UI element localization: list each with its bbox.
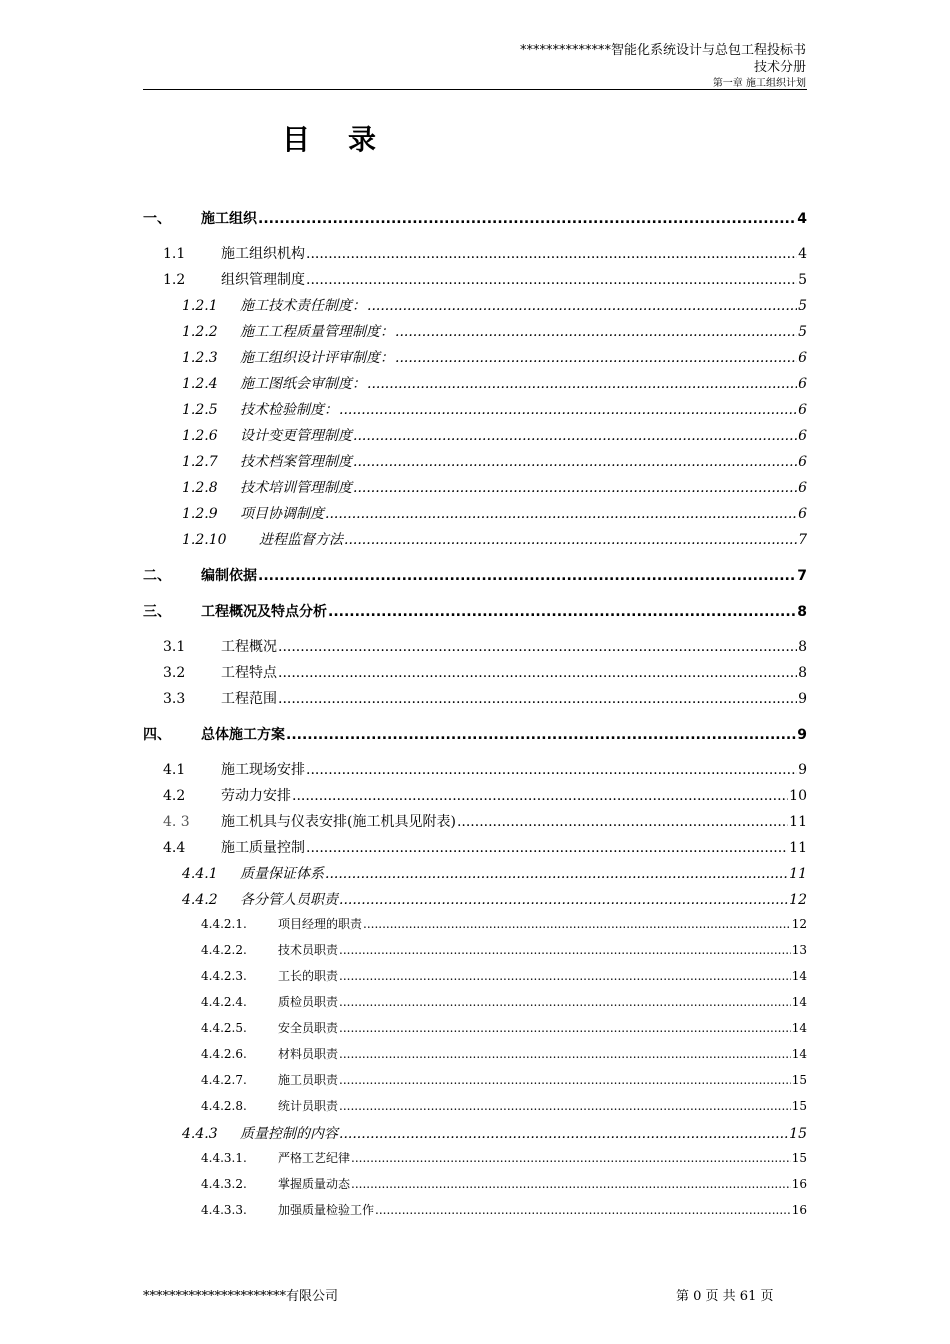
toc-entry[interactable] bbox=[143, 759, 807, 779]
toc-dot-leader bbox=[375, 1203, 791, 1217]
toc-entry[interactable] bbox=[143, 785, 807, 805]
toc-entry[interactable] bbox=[143, 724, 807, 744]
toc-entry-page: 14 bbox=[791, 995, 807, 1009]
toc-entry-number: 1.2 bbox=[163, 272, 186, 288]
toc-entry-title: 技术培训管理制度 bbox=[240, 480, 352, 496]
toc-dot-leader bbox=[306, 246, 797, 262]
toc-entry[interactable] bbox=[143, 1123, 807, 1143]
toc-entry-number: 三、 bbox=[143, 604, 171, 620]
toc-entry-title: 施工质量控制 bbox=[221, 840, 305, 856]
toc-entry-page: 7 bbox=[798, 532, 807, 548]
toc-entry-page: 4 bbox=[797, 211, 807, 227]
toc-dot-leader bbox=[344, 532, 797, 548]
toc-entry-title: 统计员职责 bbox=[278, 1099, 339, 1113]
toc-entry-number: 1.2.5 bbox=[182, 402, 218, 418]
toc-entry[interactable] bbox=[143, 243, 807, 263]
toc-entry-number: 4.4.2.2. bbox=[201, 943, 247, 957]
toc-entry-page: 11 bbox=[789, 866, 807, 882]
toc-dot-leader bbox=[278, 639, 797, 655]
toc-entry-number: 二、 bbox=[143, 568, 171, 584]
toc-entry-page: 12 bbox=[791, 917, 807, 931]
toc-dot-leader bbox=[339, 1073, 791, 1087]
toc-entry-number: 4.4 bbox=[163, 840, 186, 856]
toc-entry-number: 4.4.2.1. bbox=[201, 917, 247, 931]
toc-entry-title: 施工机具与仪表安排(施工机具见附表) bbox=[221, 814, 456, 830]
toc-entry-title: 工程概况及特点分析 bbox=[201, 604, 327, 620]
toc-entry[interactable] bbox=[143, 967, 807, 984]
toc-dot-leader bbox=[367, 376, 797, 392]
toc-dot-leader bbox=[306, 840, 788, 856]
toc-entry[interactable] bbox=[143, 662, 807, 682]
toc-entry-page: 6 bbox=[798, 480, 807, 496]
toc-entry[interactable] bbox=[143, 503, 807, 523]
toc-entry-page: 6 bbox=[798, 454, 807, 470]
toc-entry-number: 1.2.1 bbox=[182, 298, 218, 314]
toc-dot-leader bbox=[353, 454, 797, 470]
toc-entry-number: 4.4.3.2. bbox=[201, 1177, 247, 1191]
toc-entry-title: 项目经理的职责 bbox=[278, 917, 363, 931]
footer-company: **********************有限公司 bbox=[143, 1289, 339, 1304]
toc-dot-leader bbox=[339, 969, 791, 983]
toc-entry-page: 14 bbox=[791, 1021, 807, 1035]
toc-entry-number: 四、 bbox=[143, 727, 171, 743]
footer-page-info: 第 0 页 共 61 页 bbox=[676, 1289, 774, 1304]
toc-entry-page: 7 bbox=[797, 568, 807, 584]
toc-dot-leader bbox=[286, 727, 796, 743]
toc-entry[interactable] bbox=[143, 863, 807, 883]
toc-entry-number: 1.2.3 bbox=[182, 350, 218, 366]
toc-dot-leader bbox=[258, 211, 796, 227]
toc-entry[interactable] bbox=[143, 373, 807, 393]
toc-entry-number: 1.2.2 bbox=[182, 324, 218, 340]
toc-entry-title: 施工组织机构 bbox=[221, 246, 305, 262]
toc-entry-number: 4. 3 bbox=[163, 814, 190, 830]
toc-entry-number: 1.2.4 bbox=[182, 376, 218, 392]
toc-entry-title: 施工图纸会审制度： bbox=[240, 376, 366, 392]
toc-dot-leader bbox=[339, 1126, 788, 1142]
header-rule bbox=[143, 89, 807, 90]
toc-dot-leader bbox=[325, 866, 788, 882]
toc-entry-number: 4.4.2.6. bbox=[201, 1047, 247, 1061]
toc-entry-title: 施工员职责 bbox=[278, 1073, 339, 1087]
toc-entry-page: 11 bbox=[789, 840, 807, 856]
toc-entry-number: 4.4.2 bbox=[182, 892, 218, 908]
toc-entry-page: 6 bbox=[798, 428, 807, 444]
toc-entry-page: 6 bbox=[798, 402, 807, 418]
toc-entry-page: 15 bbox=[791, 1151, 807, 1165]
toc-entry-page: 13 bbox=[791, 943, 807, 957]
toc-entry-number: 1.2.7 bbox=[182, 454, 218, 470]
toc-entry-title: 质量保证体系 bbox=[240, 866, 324, 882]
toc-entry[interactable] bbox=[143, 941, 807, 958]
toc-entry[interactable] bbox=[143, 601, 807, 621]
toc-entry-page: 6 bbox=[798, 350, 807, 366]
toc-dot-leader bbox=[353, 428, 797, 444]
header-chapter: 第一章 施工组织计划 bbox=[712, 78, 806, 89]
toc-entry-number: 1.2.8 bbox=[182, 480, 218, 496]
toc-dot-leader bbox=[339, 995, 791, 1009]
toc-entry-title: 项目协调制度 bbox=[240, 506, 324, 522]
toc-entry-number: 3.1 bbox=[163, 639, 186, 655]
toc-dot-leader bbox=[351, 1151, 791, 1165]
toc-entry-number: 一、 bbox=[143, 211, 171, 227]
toc-entry-number: 4.4.3 bbox=[182, 1126, 218, 1142]
toc-entry-title: 组织管理制度 bbox=[221, 272, 305, 288]
toc-dot-leader bbox=[258, 568, 796, 584]
toc-entry-title: 劳动力安排 bbox=[221, 788, 291, 804]
toc-dot-leader bbox=[339, 1099, 791, 1113]
toc-dot-leader bbox=[292, 788, 788, 804]
toc-entry-title: 进程监督方法 bbox=[259, 532, 343, 548]
toc-entry-page: 8 bbox=[798, 639, 807, 655]
toc-entry-number: 4.4.1 bbox=[182, 866, 218, 882]
toc-entry-page: 5 bbox=[798, 324, 807, 340]
toc-dot-leader bbox=[325, 506, 797, 522]
toc-entry-page: 6 bbox=[798, 376, 807, 392]
toc-entry-page: 16 bbox=[791, 1177, 807, 1191]
toc-entry[interactable] bbox=[143, 1045, 807, 1062]
toc-entry-title: 掌握质量动态 bbox=[278, 1177, 351, 1191]
toc-entry-title: 技术员职责 bbox=[278, 943, 339, 957]
toc-entry[interactable] bbox=[143, 837, 807, 857]
toc-entry-page: 9 bbox=[798, 691, 807, 707]
toc-entry-number: 4.4.2.8. bbox=[201, 1099, 247, 1113]
page-header bbox=[520, 42, 806, 91]
toc-entry-number: 4.4.2.3. bbox=[201, 969, 247, 983]
toc-entry-title: 工程特点 bbox=[221, 665, 277, 681]
header-document-title: **************智能化系统设计与总包工程投标书 bbox=[519, 43, 806, 58]
toc-entry-page: 15 bbox=[789, 1126, 807, 1142]
toc-entry-number: 4.4.2.7. bbox=[201, 1073, 247, 1087]
toc-entry[interactable] bbox=[143, 1149, 807, 1166]
toc-entry[interactable] bbox=[143, 1201, 807, 1218]
toc-dot-leader bbox=[339, 943, 791, 957]
toc-entry-number: 4.4.2.5. bbox=[201, 1021, 247, 1035]
toc-entry[interactable] bbox=[143, 1175, 807, 1192]
toc-entry-page: 5 bbox=[798, 298, 807, 314]
toc-entry-title: 施工组织 bbox=[201, 211, 257, 227]
toc-entry-title: 严格工艺纪律 bbox=[278, 1151, 351, 1165]
toc-entry-page: 9 bbox=[798, 762, 807, 778]
toc-dot-leader bbox=[339, 892, 788, 908]
toc-entry-title: 工长的职责 bbox=[278, 969, 339, 983]
toc-entry[interactable] bbox=[143, 347, 807, 367]
toc-entry-page: 4 bbox=[798, 246, 807, 262]
toc-dot-leader bbox=[328, 604, 796, 620]
toc-dot-leader bbox=[351, 1177, 791, 1191]
toc-entry-page: 14 bbox=[791, 969, 807, 983]
toc-entry-title: 设计变更管理制度 bbox=[240, 428, 352, 444]
toc-entry-number: 4.1 bbox=[163, 762, 186, 778]
toc-dot-leader bbox=[395, 324, 797, 340]
toc-entry[interactable] bbox=[143, 269, 807, 289]
toc-dot-leader bbox=[363, 917, 791, 931]
toc-entry-title: 加强质量检验工作 bbox=[278, 1203, 375, 1217]
toc-entry[interactable] bbox=[143, 1071, 807, 1088]
toc-entry[interactable] bbox=[143, 565, 807, 585]
toc-entry-page: 15 bbox=[791, 1073, 807, 1087]
toc-entry-title: 材料员职责 bbox=[278, 1047, 339, 1061]
toc-dot-leader bbox=[306, 272, 797, 288]
toc-entry[interactable] bbox=[143, 425, 807, 445]
toc-entry-number: 4.4.2.4. bbox=[201, 995, 247, 1009]
toc-dot-leader bbox=[306, 762, 797, 778]
toc-entry[interactable] bbox=[143, 1019, 807, 1036]
toc-entry-title: 工程范围 bbox=[221, 691, 277, 707]
toc-entry[interactable] bbox=[143, 399, 807, 419]
toc-title: 目录 bbox=[282, 123, 415, 156]
toc-entry-page: 8 bbox=[798, 665, 807, 681]
toc-entry[interactable] bbox=[143, 915, 807, 932]
toc-entry-title: 施工工程质量管理制度： bbox=[240, 324, 394, 340]
toc-dot-leader bbox=[395, 350, 797, 366]
toc-entry-page: 10 bbox=[789, 788, 807, 804]
toc-entry-page: 15 bbox=[791, 1099, 807, 1113]
toc-dot-leader bbox=[278, 665, 797, 681]
toc-entry-number: 1.1 bbox=[163, 246, 186, 262]
toc-entry-title: 施工技术责任制度： bbox=[240, 298, 366, 314]
toc-entry[interactable] bbox=[143, 477, 807, 497]
toc-entry-title: 质量控制的内容 bbox=[240, 1126, 338, 1142]
toc-entry-number: 1.2.10 bbox=[182, 532, 227, 548]
header-volume: 技术分册 bbox=[753, 60, 806, 75]
toc-entry-number: 4.2 bbox=[163, 788, 186, 804]
toc-entry-page: 6 bbox=[798, 506, 807, 522]
toc-dot-leader bbox=[278, 691, 797, 707]
toc-entry-number: 4.4.3.1. bbox=[201, 1151, 247, 1165]
toc-entry[interactable] bbox=[143, 1097, 807, 1114]
toc-entry[interactable] bbox=[143, 688, 807, 708]
toc-entry[interactable] bbox=[143, 889, 807, 909]
toc-entry-title: 技术检验制度： bbox=[240, 402, 338, 418]
toc-dot-leader bbox=[367, 298, 797, 314]
toc-entry[interactable] bbox=[143, 529, 807, 549]
toc-entry-title: 工程概况 bbox=[221, 639, 277, 655]
toc-dot-leader bbox=[457, 814, 788, 830]
toc-entry-title: 质检员职责 bbox=[278, 995, 339, 1009]
toc-entry[interactable] bbox=[143, 993, 807, 1010]
toc-entry-number: 1.2.9 bbox=[182, 506, 218, 522]
toc-entry[interactable] bbox=[143, 321, 807, 341]
toc-entry[interactable] bbox=[143, 295, 807, 315]
toc-entry-page: 12 bbox=[789, 892, 807, 908]
toc-entry-title: 各分管人员职责 bbox=[240, 892, 338, 908]
toc-entry-page: 16 bbox=[791, 1203, 807, 1217]
toc-entry[interactable] bbox=[143, 451, 807, 471]
toc-entry-title: 施工现场安排 bbox=[221, 762, 305, 778]
toc-entry-page: 9 bbox=[797, 727, 807, 743]
toc-entry[interactable] bbox=[143, 208, 807, 228]
toc-dot-leader bbox=[353, 480, 797, 496]
toc-dot-leader bbox=[339, 1047, 791, 1061]
toc-entry-page: 8 bbox=[797, 604, 807, 620]
toc-entry-title: 技术档案管理制度 bbox=[240, 454, 352, 470]
toc-entry-title: 安全员职责 bbox=[278, 1021, 339, 1035]
toc-entry-number: 4.4.3.3. bbox=[201, 1203, 247, 1217]
toc-entry-title: 编制依据 bbox=[201, 568, 257, 584]
toc-dot-leader bbox=[339, 402, 797, 418]
toc-entry-number: 3.2 bbox=[163, 665, 186, 681]
toc-entry-number: 1.2.6 bbox=[182, 428, 218, 444]
toc-entry-number: 3.3 bbox=[163, 691, 186, 707]
toc-entry-page: 14 bbox=[791, 1047, 807, 1061]
toc-entry[interactable] bbox=[143, 636, 807, 656]
toc-entry-page: 11 bbox=[789, 814, 807, 830]
toc-entry-title: 总体施工方案 bbox=[201, 727, 285, 743]
toc-entry-title: 施工组织设计评审制度： bbox=[240, 350, 394, 366]
toc-entry[interactable] bbox=[143, 811, 807, 831]
toc-dot-leader bbox=[339, 1021, 791, 1035]
toc-entry-page: 5 bbox=[798, 272, 807, 288]
